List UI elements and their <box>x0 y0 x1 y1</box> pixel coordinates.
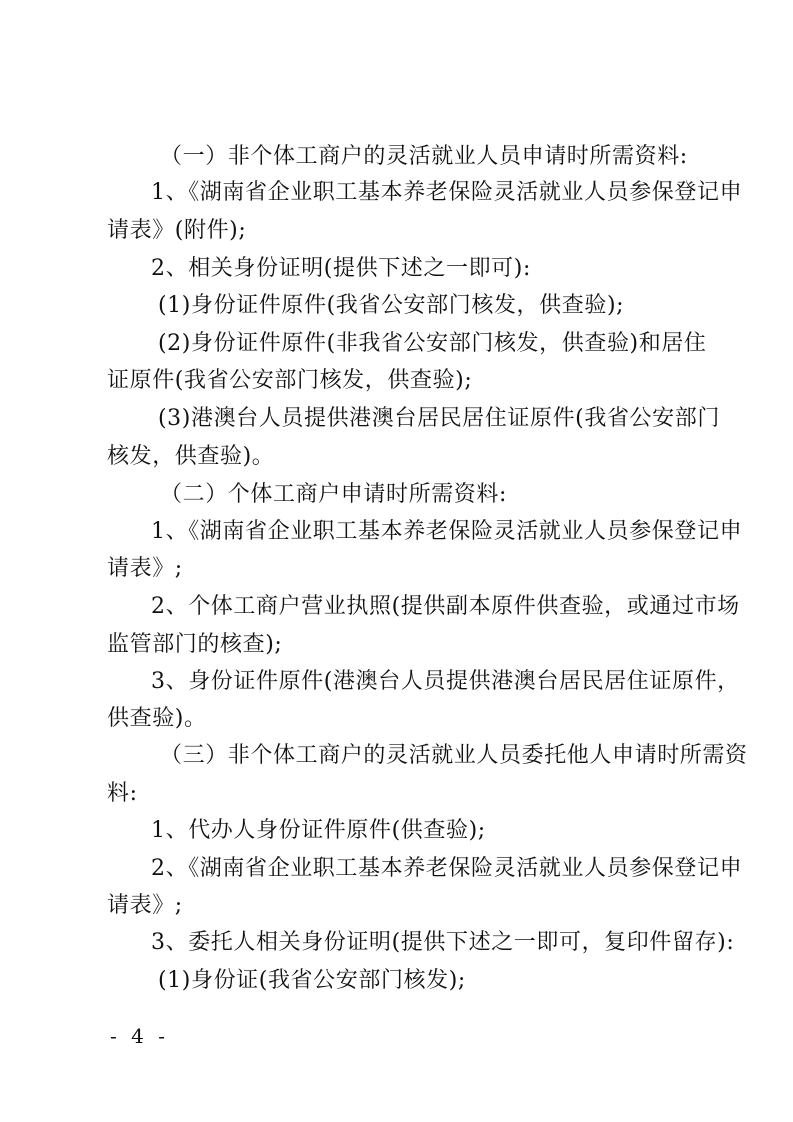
page-number: - 4 - <box>110 1024 169 1048</box>
paragraph-line: (2)身份证件原件(非我省公安部门核发，供查验)和居住 <box>158 331 707 356</box>
paragraph-line: (3)港澳台人员提供港澳台居民居住证原件(我省公安部门 <box>158 406 720 431</box>
section-heading-2: （二）个体工商户申请时所需资料: <box>160 482 508 507</box>
paragraph-line: 3、委托人相关身份证明(提供下述之一即可，复印件留存): <box>151 930 735 955</box>
paragraph-line: 2、《湖南省企业职工基本养老保险灵活就业人员参保登记申 <box>151 856 743 881</box>
paragraph-line: 2、相关身份证明(提供下述之一即可): <box>151 256 531 281</box>
paragraph-line: 料: <box>107 781 138 806</box>
section-heading-1: （一）非个体工商户的灵活就业人员申请时所需资料: <box>160 144 688 169</box>
paragraph-line: 3、身份证件原件(港澳台人员提供港澳台居民居住证原件， <box>151 669 740 694</box>
paragraph-line: 1、代办人身份证件原件(供查验); <box>151 818 486 843</box>
paragraph-line: 1、《湖南省企业职工基本养老保险灵活就业人员参保登记申 <box>151 519 743 544</box>
paragraph-line: 请表》(附件); <box>107 218 247 243</box>
paragraph-line: (1)身份证件原件(我省公安部门核发，供查验); <box>158 293 625 318</box>
paragraph-line: 证原件(我省公安部门核发，供查验); <box>107 368 473 393</box>
section-heading-3: （三）非个体工商户的灵活就业人员委托他人申请时所需资 <box>160 743 748 768</box>
paragraph-line: 请表》; <box>107 893 183 918</box>
paragraph-line: 2、个体工商户营业执照(提供副本原件供查验，或通过市场 <box>151 594 740 619</box>
paragraph-line: 供查验)。 <box>107 706 207 731</box>
paragraph-line: 核发，供查验)。 <box>107 444 275 469</box>
paragraph-line: 1、《湖南省企业职工基本养老保险灵活就业人员参保登记申 <box>151 180 743 205</box>
paragraph-line: 监管部门的核查); <box>107 632 283 657</box>
paragraph-line: 请表》; <box>107 556 183 581</box>
paragraph-line: (1)身份证(我省公安部门核发); <box>158 968 466 993</box>
